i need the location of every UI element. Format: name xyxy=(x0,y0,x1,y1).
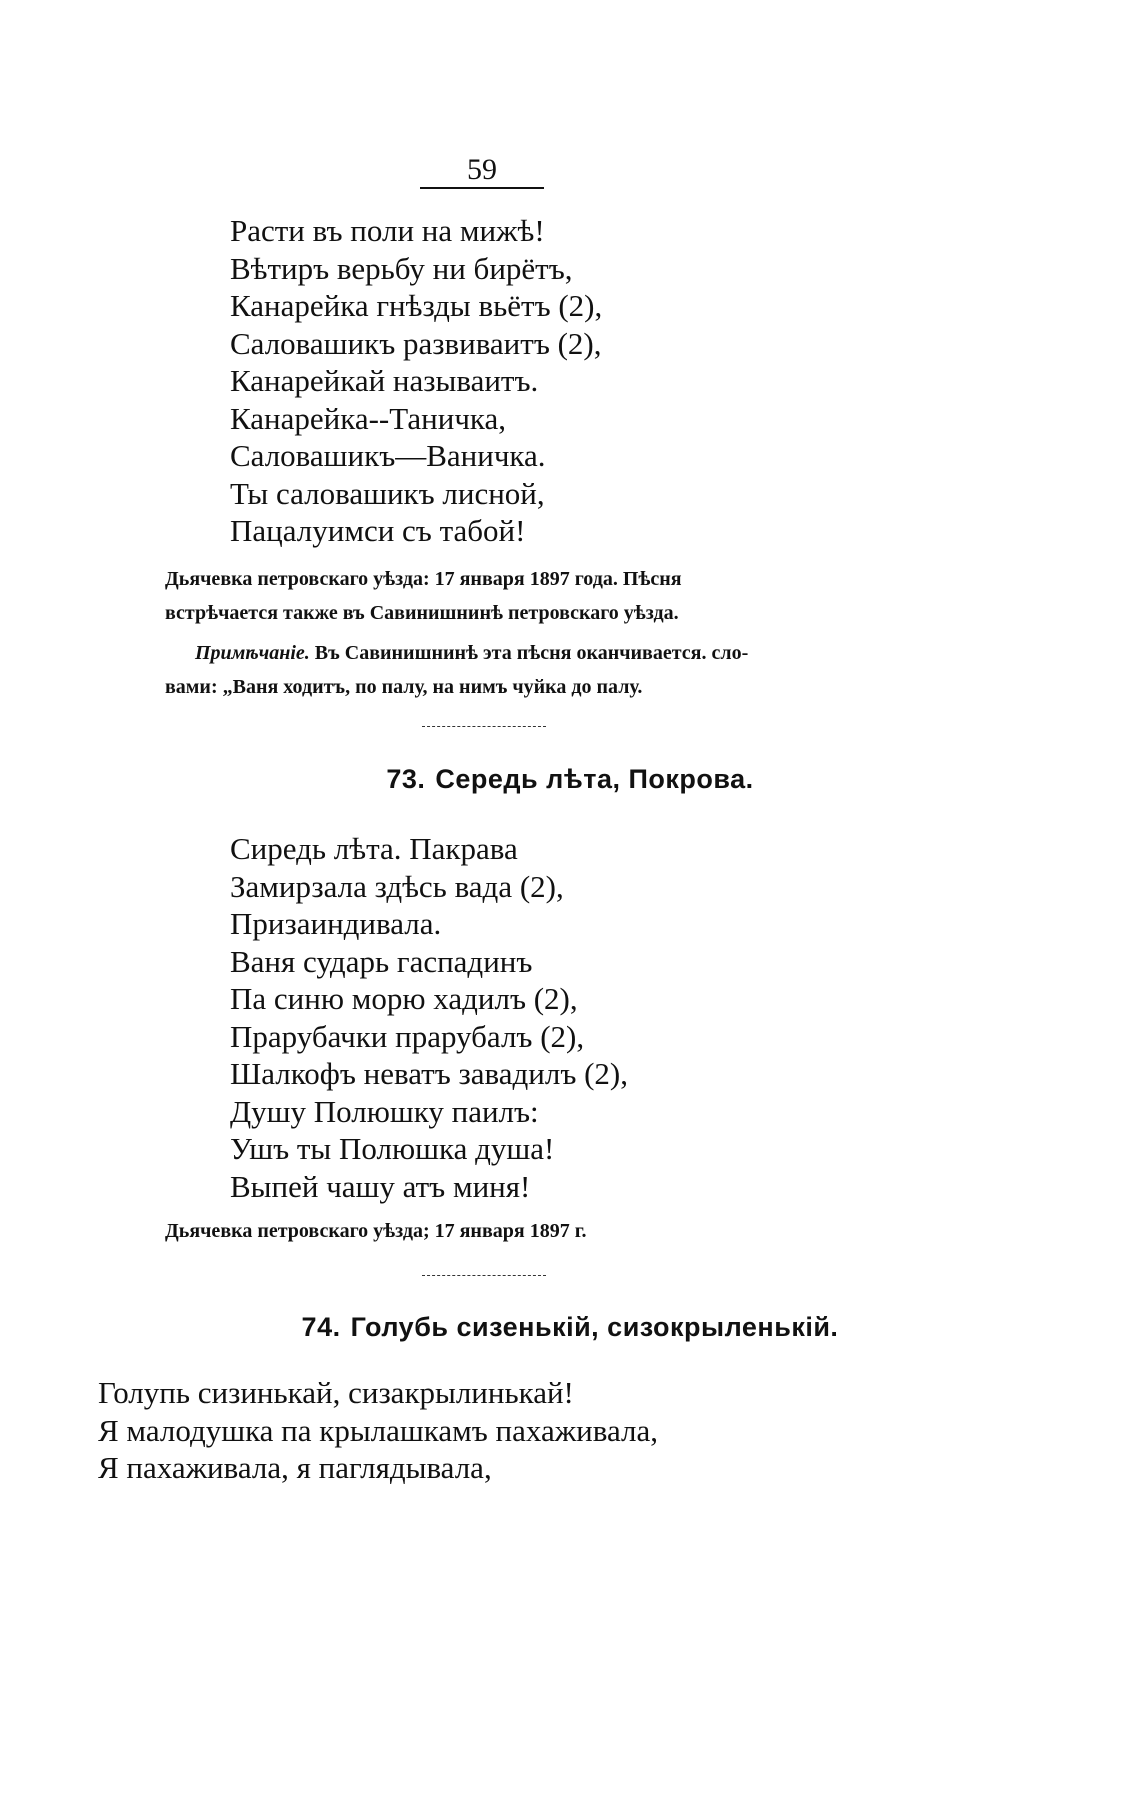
verse-line: Сиредь лѣта. Пакрава xyxy=(230,831,518,866)
verse-line: Призаиндивала. xyxy=(230,906,442,941)
poem-continued xyxy=(230,212,602,550)
verse-line: Пацалуимси съ табой! xyxy=(230,513,526,548)
source-note xyxy=(165,562,682,630)
source-note-line: Дьячевка петровскаго уѣзда: 17 января 1897 года. Пѣсня xyxy=(165,568,682,590)
verse-line: Канарейка--Таничка, xyxy=(230,400,507,436)
verse-line: Я малодушка па крылашкамъ пахаживала, xyxy=(98,1412,658,1448)
verse-line: Я пахаживала, я паглядывала, xyxy=(98,1450,492,1485)
verse-line: Ушъ ты Полюшка душа! xyxy=(230,1131,555,1166)
page-number: 59 xyxy=(467,153,497,186)
verse-line: Па синю морю хадилъ (2), xyxy=(230,981,578,1016)
song-73-source-note xyxy=(165,1214,587,1248)
verse-line: Душу Полюшку паилъ: xyxy=(230,1093,539,1129)
verse-line: Голупь сизинькай, сизакрылинькай! xyxy=(98,1375,574,1410)
verse-line: Канарейка гнѣзды вьётъ (2), xyxy=(230,288,603,323)
song-title: Середь лѣта, Покрова. xyxy=(435,764,754,794)
remark-line: вами: „Ваня ходитъ, по палу, на нимъ чуйка до палу. xyxy=(165,676,643,698)
song-number: 73. xyxy=(386,764,426,794)
section-divider xyxy=(422,1275,546,1276)
verse-line: Саловашикъ—Ваничка. xyxy=(230,438,546,473)
remark-line xyxy=(165,636,748,670)
verse-line: Канарейкай называитъ. xyxy=(230,363,539,398)
page-number-rule xyxy=(420,187,544,189)
remark-text: Въ Савинишнинѣ эта пѣсня оканчивается. сло- xyxy=(309,642,749,664)
song-73-heading xyxy=(0,762,1140,796)
section-divider xyxy=(422,726,546,727)
song-73-verse xyxy=(230,830,628,1205)
verse-line: Прарубачки прарубалъ (2), xyxy=(230,1018,585,1054)
song-74-verse xyxy=(98,1374,658,1487)
verse-line: Саловашикъ развиваитъ (2), xyxy=(230,325,602,361)
verse-line: Замирзала здѣсь вада (2), xyxy=(230,868,564,904)
source-note-line: встрѣчается также въ Савинишнинѣ петровскаго уѣзда. xyxy=(165,602,679,624)
verse-line: Вѣтиръ верьбу ни бирётъ, xyxy=(230,250,573,286)
verse-line: Ты саловашикъ лисной, xyxy=(230,475,545,511)
song-74-heading xyxy=(0,1310,1140,1344)
song-title: Голубь сизенькій, сизокрыленькій. xyxy=(350,1312,839,1342)
remark-note xyxy=(165,636,748,704)
verse-line: Ваня сударь гаспадинъ xyxy=(230,943,533,979)
verse-line: Выпей чашу атъ миня! xyxy=(230,1168,531,1204)
source-note-line: Дьячевка петровскаго уѣзда; 17 января 1897 г. xyxy=(165,1220,587,1242)
remark-label: Примѣчаніе. xyxy=(195,642,310,664)
verse-line: Шалкофъ неватъ завадилъ (2), xyxy=(230,1056,628,1091)
song-number: 74. xyxy=(301,1312,341,1342)
verse-line: Расти въ поли на мижѣ! xyxy=(230,213,545,248)
